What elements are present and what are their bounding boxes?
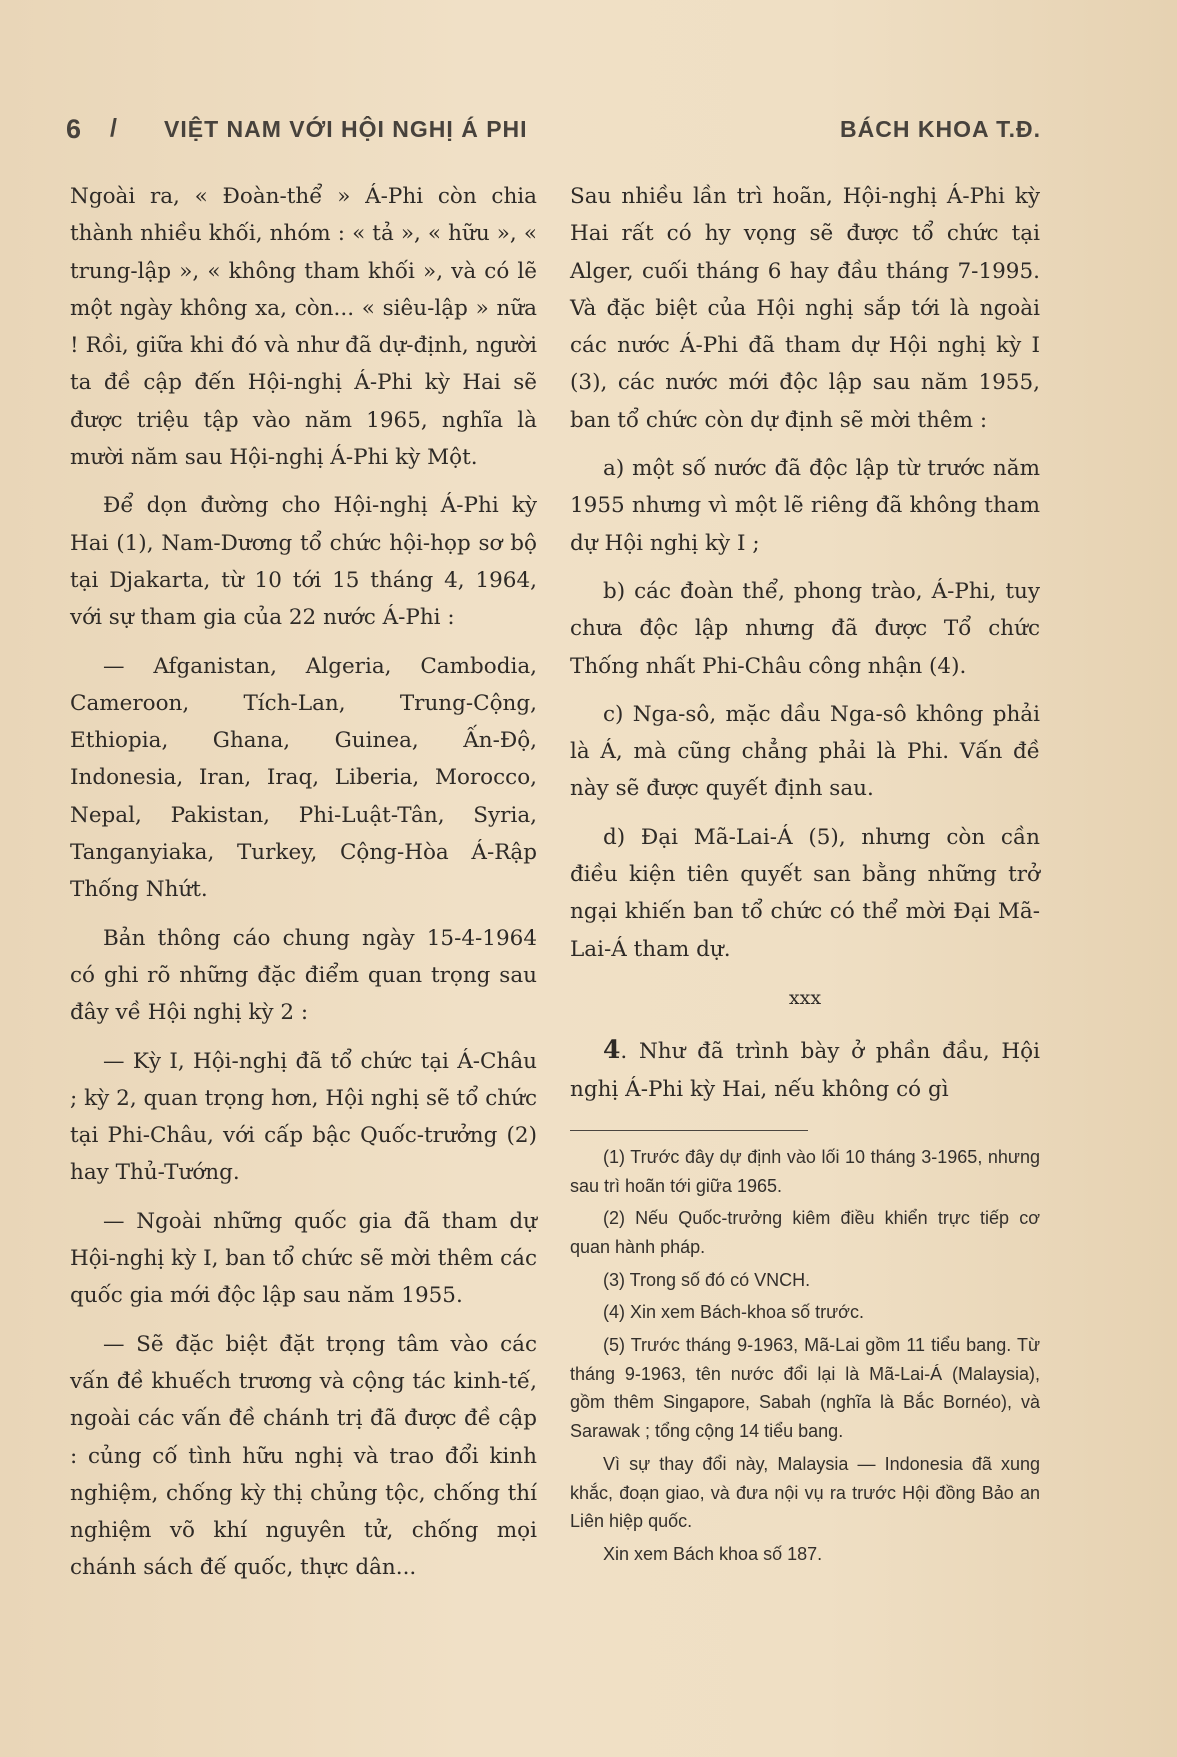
section-separator: xxx [788,986,822,1009]
footnote: (2) Nếu Quốc-trưởng kiêm điều khiển trực tiếp cơ quan hành pháp. [570,1208,1040,1257]
header-separator: / [110,114,117,142]
footnote: (1) Trước đây dự định vào lối 10 tháng 3-1965, nhưng sau trì hoãn tới giữa 1965. [570,1146,1040,1196]
footnote: (5) Trước tháng 9-1963, Mã-Lai gồm 11 tiểu bang. Từ tháng 9-1963, tên nước đổi lại là Mã-Lai-Á (Malaysia), gồm thêm Singapore, Sabah (nghĩa là Bắc Bornéo), và Sarawak ; tổng cộng 14 tiểu bang. [570,1335,1040,1442]
publication-name: BÁCH KHOA T.Đ. [840,116,1041,142]
running-header [66,110,1041,150]
list-item: — Kỳ I, Hội-nghị đã tổ chức tại Á-Châu ; kỳ 2, quan trọng hơn, Hội nghị sẽ tổ chức tại Phi-Châu, với cấp bậc Quốc-trưởng (2) hay Thủ-Tướng. [70,1048,537,1186]
list-item: b) các đoàn thể, phong trào, Á-Phi, tuy chưa độc lập nhưng đã được Tổ chức Thống nhất Phi-Châu công nhận (4). [570,578,1040,679]
paragraph: Bản thông cáo chung ngày 15-4-1964 có ghi rõ những đặc điểm quan trọng sau đây về Hội nghị kỳ 2 : [70,925,537,1026]
paragraph [570,1031,1040,1108]
footnote: Xin xem Bách khoa số 187. [603,1543,823,1564]
list-item: — Sẽ đặc biệt đặt trọng tâm vào các vấn đề khuếch trương và cộng tác kinh-tế, ngoài các vấn đề chánh trị đã được đề cập : củng cố tình hữu nghị và trao đổi kinh nghiệm, chống kỳ thị chủng tộc, chống thí nghiệm võ khí nguyên tử, chống mọi chánh sách đế quốc, thực dân... [70,1331,537,1581]
list-item: d) Đại Mã-Lai-Á (5), nhưng còn cần điều kiện tiên quyết san bằng những trở ngại khiến ban tổ chức có thể mời Đại Mã-Lai-Á tham dự. [570,824,1040,962]
left-column [70,178,537,1587]
footnotes [570,1143,1040,1569]
right-column [570,178,1040,1569]
page-number: 6 [66,114,82,144]
list-item: c) Nga-sô, mặc dầu Nga-sô không phải là Á, mà cũng chẳng phải là Phi. Vấn đề này sẽ được quyết định sau. [570,701,1040,802]
footnote: Vì sự thay đổi này, Malaysia — Indonesia đã xung khắc, đoạn giao, và đưa nội vụ ra trước Hội đồng Bảo an Liên hiệp quốc. [570,1453,1040,1532]
footnote-rule [570,1130,808,1131]
section-number: 4 [603,1035,621,1065]
paragraph-text: . Như đã trình bày ở phần đầu, Hội nghị Á-Phi kỳ Hai, nếu không có gì [570,1039,1040,1102]
country-list: — Afganistan, Algeria, Cambodia, Cameroon, Tích-Lan, Trung-Cộng, Ethiopia, Ghana, Guinea, Ấn-Độ, Indonesia, Iran, Iraq, Liberia, Morocco, Nepal, Pakistan, Phi-Luật-Tân, Syria, Tanganyiaka, Turkey, Cộng-Hòa Á-Rập Thống Nhứt. [70,653,537,903]
paragraph: Sau nhiều lần trì hoãn, Hội-nghị Á-Phi kỳ Hai rất có hy vọng sẽ được tổ chức tại Alger, cuối tháng 6 hay đầu tháng 7-1995. Và đặc biệt của Hội nghị sắp tới là ngoài các nước Á-Phi đã tham dự Hội nghị kỳ I (3), các nước mới độc lập sau năm 1955, ban tổ chức còn dự định sẽ mời thêm : [570,184,1040,433]
footnote: (3) Trong số đó có VNCH. [603,1269,811,1290]
article-title: VIỆT NAM VỚI HỘI NGHỊ Á PHI [164,116,528,142]
paragraph: Để dọn đường cho Hội-nghị Á-Phi kỳ Hai (1), Nam-Dương tổ chức hội-họp sơ bộ tại Djakarta, từ 10 tới 15 tháng 4, 1964, với sự tham gia của 22 nước Á-Phi : [70,493,537,631]
list-item: a) một số nước đã độc lập từ trước năm 1955 nhưng vì một lẽ riêng đã không tham dự Hội nghị kỳ I ; [570,456,1040,556]
paragraph: Ngoài ra, « Đoàn-thể » Á-Phi còn chia thành nhiều khối, nhóm : « tả », « hữu », « trung-lập », « không tham khối », và có lẽ một ngày không xa, còn... « siêu-lập » nữa ! Rồi, giữa khi đó và như đã dự-định, người ta đề cập đến Hội-nghị Á-Phi kỳ Hai sẽ được triệu tập vào năm 1965, nghĩa là mười năm sau Hội-nghị Á-Phi kỳ Một. [70,184,537,471]
footnote: (4) Xin xem Bách-khoa số trước. [603,1302,864,1323]
list-item: — Ngoài những quốc gia đã tham dự Hội-nghị kỳ I, ban tổ chức sẽ mời thêm các quốc gia mới độc lập sau năm 1955. [70,1208,537,1309]
